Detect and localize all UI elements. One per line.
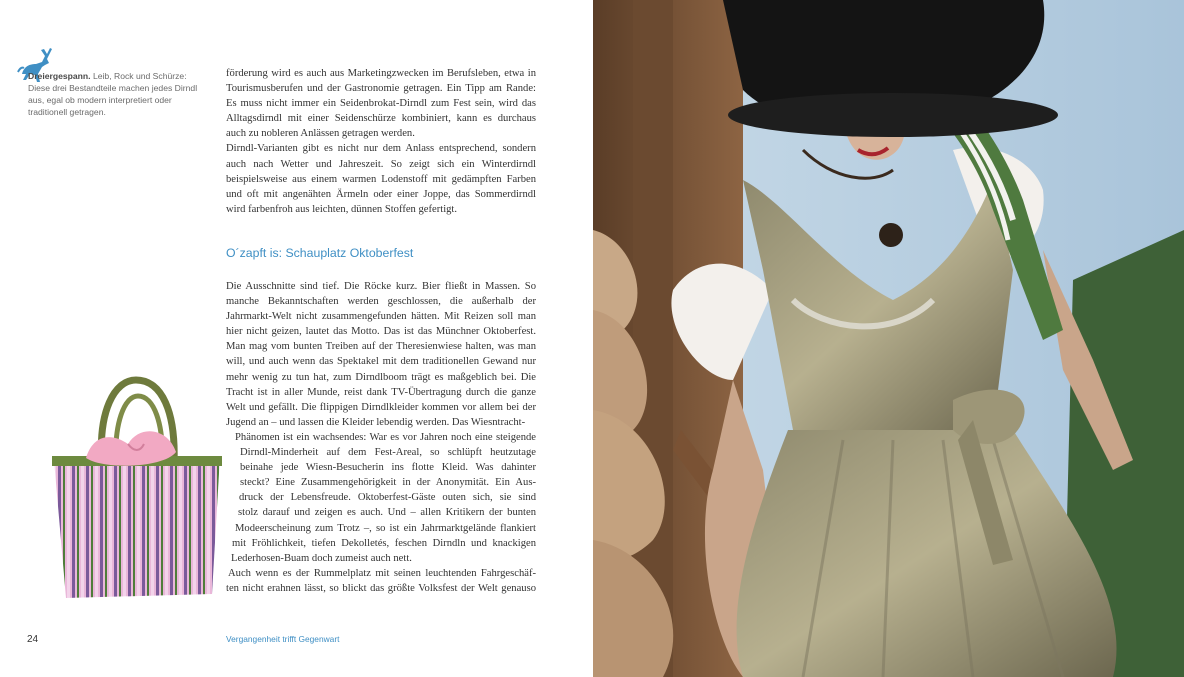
text-line: Dirndl-Minderheit auf dem Fest-Areal, so schlüpft heutzutage (240, 447, 536, 459)
caption-title: Dreiergespann. (28, 71, 91, 81)
text-line: steckt? Eine Zusammengehörigkeit in der Anonymität. Ein Aus- (240, 477, 536, 489)
text-block-top (226, 66, 536, 217)
running-footer: Vergangenheit trifft Gegenwart (226, 634, 340, 644)
caption-text: Leib, Rock und Schürze: Diese drei Bestandteile machen jedes Dirndl aus, egal ob modern interpretiert oder traditionell getragen. (28, 71, 198, 117)
text-line: Lederhosen-Buam doch zumeist auch nett. (231, 552, 412, 564)
dirndl-bag-image (44, 372, 230, 602)
text-line: mit Fröhlichkeit, tiefen Dekolletés, feschen Dirndln und knackigen (232, 537, 536, 549)
paragraph: förderung wird es auch aus Marketingzwecken im Berufsleben, etwa in Tourismusberufen und der Gastronomie getragen. Ein Tipp am Rande: Es muss nicht immer ein Seidenbrokat-Dirndl zum Fest sein, wird das Alltagsdirndl mit einer Seidenschürze kombiniert, kann es durchaus auch zu nobleren Anlässen getragen werden. (226, 68, 536, 140)
text-line: stolz darauf und zeigen es auch. Und – allen Kritikern der bunten (238, 507, 536, 519)
image-caption (28, 70, 208, 118)
text-block-main (226, 279, 536, 596)
text-line: Modeerscheinung zum Trotz –, so ist ein Jahrmarktgelände flankiert (235, 522, 536, 534)
section-heading: O´zapft is: Schauplatz Oktoberfest (226, 246, 414, 260)
text-line: beinahe jede Wiesn-Besucherin ins flotte Kleid. Was dahinter (240, 462, 536, 474)
text-line: ten nicht erahnen lässt, so blickt das größte Volksfest der Welt genauso (226, 582, 536, 594)
wrapped-text (226, 430, 536, 596)
paragraph: Dirndl-Varianten gibt es nicht nur dem Anlass entsprechend, sondern auch nach Wetter und Jahreszeit. So zeigt sich ein Winterdirndl beispielsweise aus einem warmen Lodenstoff mit gedämpften Farben und oft mit angenähten Ärmeln oder einer Joppe, das Sommerdirndl wird farbenfroh aus leichten, dünnen Stoffen gefertigt. (226, 143, 536, 215)
text-line: Auch wenn es der Rummelplatz mit seinen leuchtenden Fahrgeschäf- (228, 567, 536, 579)
dirndl-photo (593, 0, 1184, 677)
text-line: Phänomen ist ein wachsendes: War es vor Jahren noch eine steigende (235, 431, 536, 443)
text-line: druck der Lebensfreude. Oktoberfest-Gäste outen sich, sie sind (239, 492, 536, 504)
photo-page (593, 0, 1184, 677)
paragraph: Die Ausschnitte sind tief. Die Röcke kurz. Bier fließt in Massen. So manche Bekanntschaften werden geschlossen, die außerhalb der Jahrmarkt-Welt nicht zusammengefunden hätten. Mit Reizen soll man hier nicht geizen, lautet das Motto. Das ist das Münchner Oktoberfest. Man mag vom bunten Treiben auf der Theresienwiese halten, was man will, und auch wenn das Spektakel mit dem traditionellen Gewand nur mehr wenig zu tun hat, zum Dirndlboom trägt es maßgeblich bei. Die Tracht ist in aller Munde, reist dank TV-Übertragung durch die ganze Welt und gefällt. Die flippigen Dirndlkleider kommen vor allem bei der Jugend an – und lassen die Kleider lebendig werden. Das Wiesntracht- (226, 281, 536, 428)
page-number: 24 (27, 634, 39, 645)
